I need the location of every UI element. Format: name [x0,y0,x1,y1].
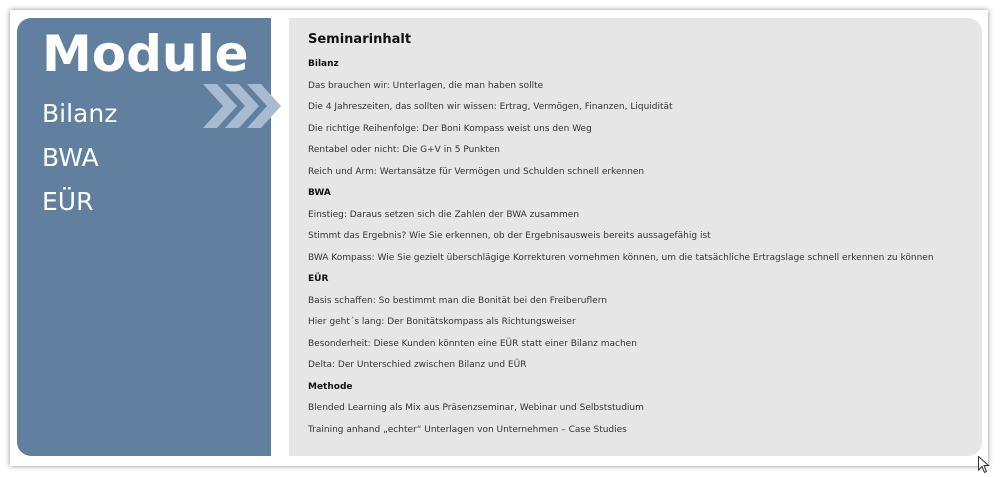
seminar-content [308,31,968,441]
list-item: Besonderheit: Diese Kunden könnten eine EÜR statt einer Bilanz machen [308,338,637,349]
list-item: Die 4 Jahreszeiten, das sollten wir wissen: Ertrag, Vermögen, Finanzen, Liquidität [308,102,673,112]
seminar-title: Seminarinhalt [308,32,412,47]
list-item: Delta: Der Unterschied zwischen Bilanz und EÜR [308,360,527,370]
list-item: Training anhand „echter“ Unterlagen von Unternehmen – Case Studies [308,424,627,435]
section-heading: Bilanz [308,59,339,69]
triple-chevron-right-icon [203,84,285,128]
list-item: Rentabel oder nicht: Die G+V in 5 Punkten [308,145,501,155]
list-item: Reich und Arm: Wertansätze für Vermögen und Schulden schnell erkennen [308,166,645,177]
seminar-content-panel [289,18,982,456]
list-item: Stimmt das Ergebnis? Wie Sie erkennen, ob der Ergebnisausweis bereits aussagefähig ist [308,231,711,241]
module-item-eur: EÜR [42,187,94,216]
seminar-rows [308,54,968,441]
section-heading: EÜR [308,274,329,284]
module-item-bilanz: Bilanz [42,99,118,128]
list-item: Die richtige Reihenfolge: Der Boni Kompass weist uns den Weg [308,123,592,134]
list-item: Hier geht´s lang: Der Bonitätskompass als Richtungsweiser [308,317,576,327]
list-item: Basis schaffen: So bestimmt man die Bonität bei den Freiberuflern [308,295,607,306]
section-heading: BWA [308,188,331,198]
module-item-bwa: BWA [42,143,99,172]
list-item: Das brauchen wir: Unterlagen, die man haben sollte [308,80,544,91]
section-heading: Methode [308,381,353,392]
module-list [42,92,117,224]
list-item: BWA Kompass: Wie Sie gezielt überschlägige Korrekturen vornehmen können, um die tatsächliche Ertragslage schnell erkennen zu können [308,252,934,263]
list-item: Einstieg: Daraus setzen sich die Zahlen der BWA zusammen [308,209,580,220]
modules-title: Module [42,25,249,83]
modules-panel [17,18,271,456]
mouse-pointer-icon [978,456,990,474]
list-item: Blended Learning als Mix aus Präsenzseminar, Webinar und Selbststudium [308,403,644,413]
